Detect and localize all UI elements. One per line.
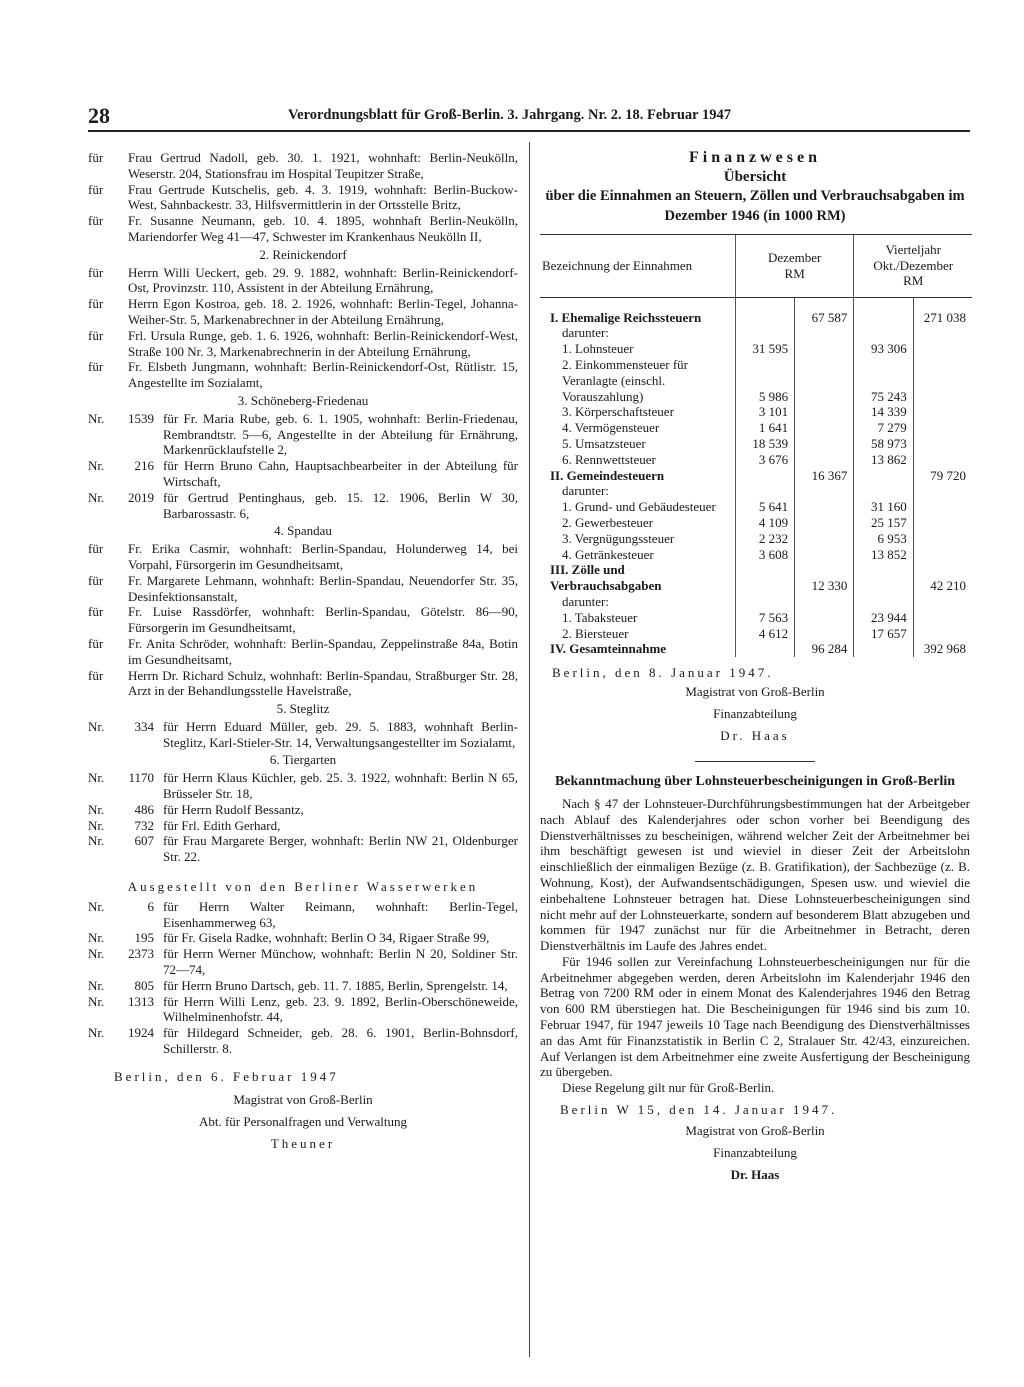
cell-quarter-detail: [854, 562, 913, 594]
cell-quarter-total: [913, 499, 972, 515]
cell-december-total: [795, 357, 854, 404]
cell-quarter-detail: [854, 641, 913, 657]
cell-quarter-detail: [854, 325, 913, 341]
col-header-quarter: [854, 234, 972, 297]
entry-text: Fr. Susanne Neumann, geb. 10. 4. 1895, wohnhaft Berlin-Neukölln, Mariendorfer Weg 41—47, Schwester im Krankenhaus Neukölln II,: [128, 213, 518, 244]
bekanntmachung-paragraph-3: Diese Regelung gilt nur für Groß-Berlin.: [562, 1080, 775, 1096]
row-label: 3. Körperschaftsteuer: [562, 404, 674, 420]
column-divider: [529, 142, 530, 1357]
cell-december-detail: 3 676: [735, 452, 794, 468]
table-row: [540, 436, 972, 452]
cell-quarter-total: [913, 404, 972, 420]
left-signature-department: Abt. für Personalfragen und Verwaltung: [198, 1113, 408, 1129]
cell-december-total: [795, 483, 854, 499]
cell-quarter-total: 79 720: [913, 468, 972, 484]
table-row: [540, 325, 972, 341]
cell-december-total: [795, 325, 854, 341]
cell-quarter-total: [913, 357, 972, 404]
list-item: [88, 930, 518, 946]
cell-quarter-total: 42 210: [913, 562, 972, 594]
table-row: [540, 562, 972, 594]
row-label: 5. Umsatzsteuer: [562, 435, 646, 451]
entry-text: für Hildegard Schneider, geb. 28. 6. 1901, Berlin-Bohnsdorf, Schillerstr. 8.: [163, 1025, 518, 1057]
cell-quarter-detail: 58 973: [854, 436, 913, 452]
entry-text: für Herrn Bruno Dartsch, geb. 11. 7. 1885, Berlin, Sprengelstr. 14,: [163, 977, 508, 993]
table-row: [540, 341, 972, 357]
section-steglitz: 5. Steglitz: [276, 701, 330, 717]
entry-text: Fr. Anita Schröder, wohnhaft: Berlin-Spandau, Zeppelinstraße 84a, Botin im Gesundheitsamt,: [128, 635, 518, 667]
row-label: 2. Biersteuer: [562, 625, 629, 641]
list-item: [88, 899, 518, 931]
finanzwesen-heading: Finanzwesen: [689, 149, 821, 166]
entry-number: 607: [134, 833, 154, 849]
cell-december-detail: 7 563: [735, 610, 794, 626]
list-item: [88, 490, 518, 522]
list-item: [88, 668, 518, 700]
entries-wasserwerke: [88, 899, 518, 1057]
list-item: [88, 296, 518, 328]
entry-text: für Herrn Bruno Cahn, Hauptsachbearbeiter in der Abteilung für Wirtschaft,: [163, 458, 518, 489]
table-row: [540, 357, 972, 404]
col-header-quarter-label: Vierteljahr: [885, 241, 941, 257]
col-header-december-unit: RM: [784, 265, 805, 281]
cell-quarter-detail: 23 944: [854, 610, 913, 626]
entry-number: 216: [134, 458, 154, 474]
cell-quarter-total: [913, 547, 972, 563]
entry-nr-label: Nr.: [88, 817, 105, 833]
entry-text: für Herrn Klaus Küchler, geb. 25. 3. 1922, wohnhaft: Berlin N 65, Brüsseler Str. 18,: [163, 770, 518, 802]
cell-december-total: 16 367: [795, 468, 854, 484]
cell-quarter-detail: 7 279: [854, 420, 913, 436]
col-header-quarter-period: Okt./Dezember: [873, 257, 954, 273]
entry-number: 6: [147, 898, 154, 914]
table-row: [540, 515, 972, 531]
cell-quarter-detail: [854, 468, 913, 484]
list-item: [88, 411, 518, 458]
list-item: [88, 573, 518, 605]
cell-december-detail: 18 539: [735, 436, 794, 452]
row-label: IV. Gesamteinnahme: [550, 641, 667, 657]
cell-december-detail: [735, 562, 794, 594]
left-column: [88, 150, 518, 1155]
section-spandau: 4. Spandau: [274, 523, 332, 539]
table-row: [540, 297, 972, 325]
cell-december-total: [795, 610, 854, 626]
finance-signature-name: Dr. Haas: [720, 727, 790, 743]
entry-prefix: für: [88, 604, 104, 620]
entry-text: Fr. Erika Casmir, wohnhaft: Berlin-Spandau, Holunderweg 14, bei Vorpahl, Fürsorgerin im Gesundheitsamt,: [128, 541, 518, 572]
cell-quarter-total: 392 968: [913, 641, 972, 657]
cell-december-detail: 3 101: [735, 404, 794, 420]
entry-nr-label: Nr.: [88, 770, 105, 786]
cell-quarter-total: [913, 341, 972, 357]
list-item: [88, 946, 518, 978]
entry-number: 1924: [128, 1025, 154, 1041]
entry-text: für Herrn Willi Lenz, geb. 23. 9. 1892, Berlin-Oberschöneweide, Wilhelminenhofstr. 44,: [163, 993, 518, 1025]
entry-nr-label: Nr.: [88, 946, 105, 962]
entries-tiergarten: [88, 770, 518, 865]
entry-text: für Fr. Maria Rube, geb. 6. 1. 1905, wohnhaft: Berlin-Friedenau, Rembrandtstr. 5—6, Angestellte in der Abteilung für Ernährung, Markenrücklaufstelle 2,: [163, 410, 518, 458]
section-tiergarten: 6. Tiergarten: [269, 752, 337, 768]
entry-text: Herrn Egon Kostroa, geb. 18. 2. 1926, wohnhaft: Berlin-Tegel, Johanna-Weiher-Str. 5, Markenabrechner in der Abteilung Ernährung,: [128, 296, 518, 327]
cell-quarter-total: [913, 515, 972, 531]
cell-quarter-detail: 6 953: [854, 531, 913, 547]
row-label: I. Ehemalige Reichssteuern: [550, 309, 702, 325]
wasserwerke-heading: Ausgestellt von den Berliner Wasserwerken: [127, 879, 479, 895]
cell-quarter-detail: 25 157: [854, 515, 913, 531]
cell-quarter-total: [913, 436, 972, 452]
cell-quarter-total: [913, 610, 972, 626]
entry-number: 195: [134, 930, 154, 946]
cell-december-total: 12 330: [795, 562, 854, 594]
entry-text: Fr. Margarete Lehmann, wohnhaft: Berlin-Spandau, Neuendorfer Str. 35, Desinfektionsanstalt,: [128, 572, 518, 604]
row-label: 6. Rennwettsteuer: [562, 451, 656, 467]
entry-prefix: für: [88, 572, 104, 588]
row-label: 1. Grund- und Gebäudesteuer: [562, 499, 716, 515]
list-item: [88, 636, 518, 668]
entry-text: für Fr. Gisela Radke, wohnhaft: Berlin O 34, Rigaer Straße 99,: [163, 930, 490, 946]
entry-prefix: für: [88, 541, 104, 557]
entry-text: für Gertrud Pentinghaus, geb. 15. 12. 1906, Berlin W 30, Barbarossastr. 6,: [163, 489, 518, 521]
cell-quarter-total: [913, 420, 972, 436]
row-label: II. Gemeindesteuern: [550, 467, 665, 483]
list-item: [88, 770, 518, 802]
table-row: [540, 531, 972, 547]
entry-number: 805: [134, 977, 154, 993]
list-item: [88, 359, 518, 391]
cell-quarter-total: [913, 452, 972, 468]
entry-number: 732: [134, 817, 154, 833]
cell-december-detail: 4 612: [735, 626, 794, 642]
list-item: [88, 604, 518, 636]
list-item: [88, 978, 518, 994]
left-signature-magistrat: Magistrat von Groß-Berlin: [233, 1091, 373, 1107]
revenue-table-body: [540, 297, 972, 657]
cell-december-total: [795, 594, 854, 610]
col-header-december-label: Dezember: [767, 249, 822, 265]
entry-text: Frl. Ursula Runge, geb. 1. 6. 1926, wohnhaft: Berlin-Reinickendorf-West, Straße 100 Nr. 3, Markenabrechnerin in der Abteilung Ernährung,: [128, 327, 518, 359]
cell-quarter-detail: [854, 297, 913, 325]
cell-december-detail: 4 109: [735, 515, 794, 531]
list-item: [88, 458, 518, 490]
revenue-table: [540, 234, 972, 658]
header-rule: [88, 130, 970, 132]
entry-nr-label: Nr.: [88, 718, 105, 734]
entry-text: für Herrn Werner Münchow, wohnhaft: Berlin N 20, Soldiner Str. 72—74,: [163, 946, 518, 978]
cell-quarter-total: [913, 626, 972, 642]
entry-text: für Frl. Edith Gerhard,: [163, 817, 281, 833]
list-item: [88, 265, 518, 297]
col-header-december: [735, 234, 854, 297]
section-schoeneberg: 3. Schöneberg-Friedenau: [237, 392, 369, 408]
entry-prefix: für: [88, 296, 104, 312]
cell-december-total: [795, 452, 854, 468]
cell-december-total: [795, 531, 854, 547]
entry-nr-label: Nr.: [88, 930, 105, 946]
cell-december-total: [795, 626, 854, 642]
cell-december-total: [795, 515, 854, 531]
entries-neukoelln: [88, 150, 518, 245]
entry-prefix: für: [88, 213, 104, 229]
entry-nr-label: Nr.: [88, 410, 105, 426]
finance-date: Berlin, den 8. Januar 1947.: [552, 665, 774, 681]
entry-nr-label: Nr.: [88, 1025, 105, 1041]
cell-december-total: [795, 404, 854, 420]
entry-nr-label: Nr.: [88, 801, 105, 817]
entry-number: 1539: [128, 410, 154, 426]
page-header: [88, 103, 968, 129]
table-row: [540, 483, 972, 499]
cell-december-detail: [735, 483, 794, 499]
entry-number: 2373: [128, 946, 154, 962]
entry-number: 1170: [128, 770, 154, 786]
row-label: 1. Lohnsteuer: [562, 341, 634, 357]
entry-prefix: für: [88, 150, 104, 165]
list-item: [88, 719, 518, 751]
cell-december-detail: [735, 468, 794, 484]
row-label: 1. Tabaksteuer: [562, 609, 638, 625]
bekanntmachung-signature-department: Finanzabteilung: [713, 1144, 797, 1160]
cell-december-detail: [735, 325, 794, 341]
bekanntmachung-signature-name: Dr. Haas: [730, 1166, 780, 1182]
cell-quarter-detail: 75 243: [854, 357, 913, 404]
entry-text: für Frau Margarete Berger, wohnhaft: Berlin NW 21, Oldenburger Str. 22.: [163, 833, 518, 865]
row-label: darunter:: [562, 593, 609, 609]
table-row: [540, 420, 972, 436]
cell-quarter-detail: 17 657: [854, 626, 913, 642]
entry-number: 486: [134, 801, 154, 817]
row-label: 4. Getränkesteuer: [562, 546, 654, 562]
cell-december-detail: 1 641: [735, 420, 794, 436]
entry-text: Frau Gertrude Kutschelis, geb. 4. 3. 1919, wohnhaft: Berlin-Buckow-West, Sahnbackestr. 33, Hilfsvermittlerin in der Ortsstelle Britz,: [128, 181, 518, 213]
cell-quarter-detail: 93 306: [854, 341, 913, 357]
bekanntmachung-title: Bekanntmachung über Lohnsteuerbescheinigungen in Groß-Berlin: [554, 773, 956, 789]
table-row: [540, 626, 972, 642]
finance-signature-department: Finanzabteilung: [713, 705, 797, 721]
entry-number: 1313: [128, 993, 154, 1009]
cell-december-total: [795, 341, 854, 357]
entry-prefix: für: [88, 264, 104, 280]
col-header-description: Bezeichnung der Einnahmen: [540, 234, 735, 297]
bekanntmachung-paragraph-2: Für 1946 sollen zur Vereinfachung Lohnsteuerbescheinigungen nur für die Arbeitnehmer abgegeben werden, deren Arbeitslohn im Kalenderjahr 1946 den Betrag von 7200 RM oder in einem Monat des Kalenderjahres 1946 den Betrag von 600 RM überstiegen hat. Die Bescheinigungen für 1946 sind bis zum 10. Februar 1947, für 1947 jeweils 10 Tage nach Beendigung des Dienstverhältnisses an das Amt für Finanzstatistik in Berlin C 2, Stralauer Str. 42/43, einzureichen. Auf Verlangen ist dem Arbeitnehmer eine zweite Ausfertigung der Bescheinigung zu übergeben.: [540, 953, 970, 1080]
entry-text: Frau Gertrud Nadoll, geb. 30. 1. 1921, wohnhaft: Berlin-Neukölln, Weserstr. 204, Stationsfrau im Hospital Teupitzer Straße,: [128, 150, 518, 181]
entry-nr-label: Nr.: [88, 993, 105, 1009]
table-row: [540, 468, 972, 484]
row-label: 4. Vermögensteuer: [562, 420, 660, 436]
row-label: darunter:: [562, 325, 609, 341]
entry-nr-label: Nr.: [88, 977, 105, 993]
cell-quarter-detail: [854, 483, 913, 499]
journal-title: Verordnungsblatt für Groß-Berlin. 3. Jahrgang. Nr. 2. 18. Februar 1947: [288, 107, 731, 123]
entry-number: 2019: [128, 489, 154, 505]
list-item: [88, 802, 518, 818]
table-row: [540, 610, 972, 626]
cell-december-detail: 3 608: [735, 547, 794, 563]
list-item: [88, 541, 518, 573]
table-row: [540, 641, 972, 657]
entries-reinickendorf: [88, 265, 518, 391]
cell-december-detail: [735, 641, 794, 657]
table-row: [540, 547, 972, 563]
row-label: darunter:: [562, 483, 609, 499]
cell-december-total: 67 587: [795, 297, 854, 325]
entry-text: für Herrn Eduard Müller, geb. 29. 5. 1883, wohnhaft Berlin-Steglitz, Karl-Stieler-Str. 14, Verwaltungsangestellter im Sozialamt,: [163, 718, 518, 750]
list-item: [88, 182, 518, 214]
section-divider: [695, 761, 815, 762]
bekanntmachung-paragraph-1: Nach § 47 der Lohnsteuer-Durchführungsbestimmungen hat der Arbeitgeber nach Ablauf des Kalenderjahres oder schon vorher bei Beendigung des Dienstverhältnisses zu bescheinigen, während welcher Zeit der Arbeitnehmer bei ihm beschäftigt gewesen ist und wieviel in dieser Zeit der Arbeitslohn einschließlich der einmaligen Bezüge (z. B. Gratifikation), der Sachbezüge (z. B. Wohnung, Kost), der Aufwandsentschädigungen, Spesen usw. und wieviel die einbehaltene Lohnsteuer betragen hat. Diese Lohnsteuerbescheinigungen sind nicht mehr auf der Lohnsteuerkarte, sondern auf besonderem Blatt abzugeben und kommen für 1947 zunächst nur für die Arbeitnehmer in Betracht, deren Dienstverhältnis im Laufe des Jahres endet.: [540, 795, 970, 954]
left-date: Berlin, den 6. Februar 1947: [114, 1068, 339, 1084]
entry-number: 334: [134, 718, 154, 734]
cell-quarter-total: [913, 594, 972, 610]
row-label: 2. Gewerbesteuer: [562, 514, 653, 530]
uebersicht-heading: Übersicht: [723, 168, 787, 185]
row-label: 2. Einkommensteuer für Veranlagte (einschl. Vorauszahlung): [562, 356, 688, 404]
cell-december-detail: 2 232: [735, 531, 794, 547]
page-number: 28: [88, 103, 110, 128]
uebersicht-subtitle: über die Einnahmen an Steuern, Zöllen und Verbrauchsabgaben im Dezember 1946 (in 1000 RM): [545, 187, 965, 224]
entry-prefix: für: [88, 181, 104, 197]
entry-prefix: für: [88, 667, 104, 683]
list-item: [88, 818, 518, 834]
cell-quarter-detail: 13 852: [854, 547, 913, 563]
cell-december-total: [795, 420, 854, 436]
left-signature-name: Theuner: [270, 1135, 336, 1151]
cell-december-detail: 31 595: [735, 341, 794, 357]
cell-quarter-total: [913, 325, 972, 341]
entry-nr-label: Nr.: [88, 898, 105, 914]
cell-quarter-total: [913, 531, 972, 547]
list-item: [88, 994, 518, 1026]
entry-prefix: für: [88, 359, 104, 375]
entry-text: Fr. Luise Rassdörfer, wohnhaft: Berlin-Spandau, Götelstr. 86—90, Fürsorgerin im Gesundheitsamt,: [128, 604, 518, 636]
table-row: [540, 404, 972, 420]
entries-spandau: [88, 541, 518, 699]
entry-prefix: für: [88, 327, 104, 343]
row-label: 3. Vergnügungssteuer: [562, 530, 675, 546]
table-row: [540, 594, 972, 610]
list-item: [88, 150, 518, 182]
cell-quarter-detail: 14 339: [854, 404, 913, 420]
cell-quarter-total: [913, 483, 972, 499]
table-row: [540, 499, 972, 515]
list-item: [88, 1025, 518, 1057]
cell-december-detail: 5 641: [735, 499, 794, 515]
row-label: III. Zölle und Verbrauchsabgaben: [550, 562, 662, 594]
bekanntmachung-signature-magistrat: Magistrat von Groß-Berlin: [685, 1122, 825, 1138]
cell-december-total: 96 284: [795, 641, 854, 657]
bekanntmachung-date: Berlin W 15, den 14. Januar 1947.: [560, 1102, 838, 1118]
entry-text: für Herrn Rudolf Bessantz,: [163, 801, 304, 817]
cell-december-detail: 5 986: [735, 357, 794, 404]
entry-nr-label: Nr.: [88, 458, 105, 474]
cell-quarter-detail: 13 862: [854, 452, 913, 468]
cell-december-detail: [735, 594, 794, 610]
section-reinickendorf: 2. Reinickendorf: [259, 246, 347, 262]
cell-quarter-detail: [854, 594, 913, 610]
list-item: [88, 833, 518, 865]
cell-quarter-total: 271 038: [913, 297, 972, 325]
list-item: [88, 328, 518, 360]
entry-text: Herrn Willi Ueckert, geb. 29. 9. 1882, wohnhaft: Berlin-Reinickendorf-Ost, Provinzstr. 110, Assistent in der Abteilung Ernährung,: [128, 264, 518, 296]
cell-december-total: [795, 499, 854, 515]
list-item: [88, 213, 518, 245]
col-header-quarter-unit: RM: [903, 273, 924, 289]
finance-signature-magistrat: Magistrat von Groß-Berlin: [685, 683, 825, 699]
entries-steglitz: [88, 719, 518, 751]
table-row: [540, 452, 972, 468]
entries-schoeneberg: [88, 411, 518, 522]
entry-text: Fr. Elsbeth Jungmann, wohnhaft: Berlin-Reinickendorf-Ost, Rütlistr. 15, Angestellte im Sozialamt,: [128, 359, 518, 391]
entry-nr-label: Nr.: [88, 489, 105, 505]
entry-text: für Herrn Walter Reimann, wohnhaft: Berlin-Tegel, Eisenhammerweg 63,: [163, 898, 518, 930]
cell-quarter-detail: 31 160: [854, 499, 913, 515]
entry-text: Herrn Dr. Richard Schulz, wohnhaft: Berlin-Spandau, Straßburger Str. 28, Arzt in der Behandlungsstelle Havelstraße,: [128, 667, 518, 699]
entry-prefix: für: [88, 635, 104, 651]
cell-december-total: [795, 436, 854, 452]
cell-december-detail: [735, 297, 794, 325]
cell-december-total: [795, 547, 854, 563]
right-column: [540, 150, 970, 1186]
entry-nr-label: Nr.: [88, 833, 105, 849]
